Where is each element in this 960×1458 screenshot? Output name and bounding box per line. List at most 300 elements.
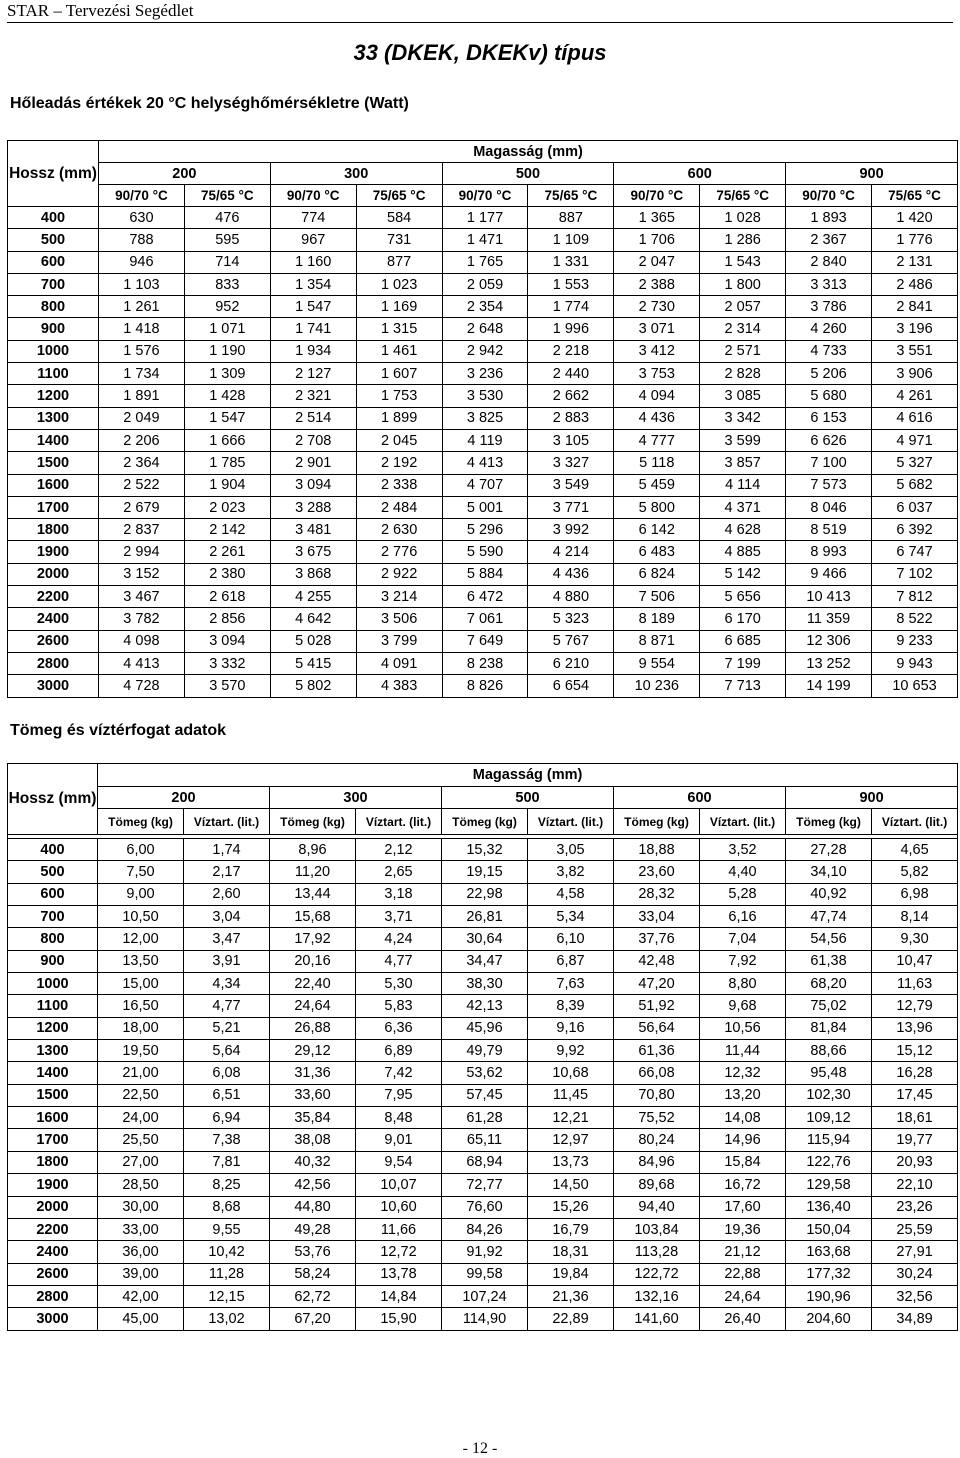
value-cell: 30,00 <box>98 1196 184 1218</box>
value-cell: 6,87 <box>528 950 614 972</box>
value-cell: 10,47 <box>872 950 958 972</box>
value-cell: 5,28 <box>700 883 786 905</box>
value-cell: 3 481 <box>270 519 356 541</box>
value-cell: 584 <box>356 207 442 229</box>
row-length-cell: 2000 <box>8 563 99 585</box>
table-row <box>8 563 958 585</box>
value-cell: 68,94 <box>442 1151 528 1173</box>
value-cell: 2 994 <box>99 541 185 563</box>
value-cell: 6 824 <box>614 563 700 585</box>
value-cell: 3 105 <box>528 429 614 451</box>
sub-header-500-b: Víztart. (lit.) <box>528 809 614 835</box>
value-cell: 4 371 <box>700 496 786 518</box>
row-length-cell: 700 <box>8 906 98 928</box>
row-length-cell: 600 <box>8 883 98 905</box>
value-cell: 7 713 <box>700 675 786 697</box>
value-cell: 65,11 <box>442 1129 528 1151</box>
value-cell: 26,88 <box>270 1017 356 1039</box>
value-cell: 22,88 <box>700 1263 786 1285</box>
value-cell: 15,00 <box>98 973 184 995</box>
value-cell: 21,00 <box>98 1062 184 1084</box>
value-cell: 2 440 <box>528 363 614 385</box>
value-cell: 11,63 <box>872 973 958 995</box>
value-cell: 4 707 <box>442 474 528 496</box>
page-title: 33 (DKEK, DKEKv) típus <box>353 40 607 65</box>
value-cell: 33,60 <box>270 1084 356 1106</box>
value-cell: 14,50 <box>528 1174 614 1196</box>
row-length-cell: 2200 <box>8 586 99 608</box>
value-cell: 1 071 <box>184 318 270 340</box>
value-cell: 4 413 <box>99 652 185 674</box>
value-cell: 4 214 <box>528 541 614 563</box>
value-cell: 3 214 <box>356 586 442 608</box>
value-cell: 45,96 <box>442 1017 528 1039</box>
value-cell: 72,77 <box>442 1174 528 1196</box>
value-cell: 25,50 <box>98 1129 184 1151</box>
value-cell: 1 785 <box>184 452 270 474</box>
value-cell: 9 466 <box>786 563 872 585</box>
value-cell: 38,08 <box>270 1129 356 1151</box>
value-cell: 476 <box>184 207 270 229</box>
value-cell: 1 706 <box>614 229 700 251</box>
value-cell: 3 549 <box>528 474 614 496</box>
value-cell: 5 296 <box>442 519 528 541</box>
value-cell: 19,50 <box>98 1040 184 1062</box>
table-row <box>8 995 958 1017</box>
value-cell: 15,90 <box>356 1308 442 1330</box>
value-cell: 3 868 <box>270 563 356 585</box>
value-cell: 2 776 <box>356 541 442 563</box>
value-cell: 887 <box>528 207 614 229</box>
value-cell: 774 <box>270 207 356 229</box>
value-cell: 4 413 <box>442 452 528 474</box>
heat-output-table <box>7 140 958 698</box>
value-cell: 16,28 <box>872 1062 958 1084</box>
value-cell: 12,15 <box>184 1285 270 1307</box>
value-cell: 1 471 <box>442 229 528 251</box>
row-length-cell: 1000 <box>8 973 98 995</box>
value-cell: 9,55 <box>184 1218 270 1240</box>
value-cell: 22,98 <box>442 883 528 905</box>
value-cell: 16,72 <box>700 1174 786 1196</box>
value-cell: 5,34 <box>528 906 614 928</box>
table-row <box>8 1084 958 1106</box>
value-cell: 9,16 <box>528 1017 614 1039</box>
value-cell: 4,77 <box>356 950 442 972</box>
value-cell: 33,04 <box>614 906 700 928</box>
value-cell: 4 880 <box>528 586 614 608</box>
row-length-cell: 2600 <box>8 1263 98 1285</box>
value-cell: 3 857 <box>700 452 786 474</box>
value-cell: 4 091 <box>356 652 442 674</box>
sub-header-900-a: Tömeg (kg) <box>786 809 872 835</box>
value-cell: 1 741 <box>270 318 356 340</box>
value-cell: 42,48 <box>614 950 700 972</box>
value-cell: 3 412 <box>614 340 700 362</box>
value-cell: 6 626 <box>786 429 872 451</box>
value-cell: 29,12 <box>270 1040 356 1062</box>
value-cell: 84,26 <box>442 1218 528 1240</box>
value-cell: 1 893 <box>786 207 872 229</box>
value-cell: 7,81 <box>184 1151 270 1173</box>
value-cell: 1 420 <box>872 207 958 229</box>
value-cell: 91,92 <box>442 1241 528 1263</box>
value-cell: 1 354 <box>270 273 356 295</box>
value-cell: 13,50 <box>98 950 184 972</box>
value-cell: 89,68 <box>614 1174 700 1196</box>
row-length-cell: 1000 <box>8 340 99 362</box>
value-cell: 3 530 <box>442 385 528 407</box>
value-cell: 7 061 <box>442 608 528 630</box>
row-length-cell: 600 <box>8 251 99 273</box>
value-cell: 3 094 <box>184 630 270 652</box>
value-cell: 1 996 <box>528 318 614 340</box>
value-cell: 12,79 <box>872 995 958 1017</box>
table-row <box>8 906 958 928</box>
table-row <box>8 541 958 563</box>
value-cell: 1 461 <box>356 340 442 362</box>
value-cell: 8 046 <box>786 496 872 518</box>
row-length-cell: 1700 <box>8 1129 98 1151</box>
value-cell: 2 131 <box>872 251 958 273</box>
table-row <box>8 496 958 518</box>
value-cell: 2 708 <box>270 429 356 451</box>
value-cell: 1 800 <box>700 273 786 295</box>
value-cell: 877 <box>356 251 442 273</box>
value-cell: 967 <box>270 229 356 251</box>
value-cell: 5,21 <box>184 1017 270 1039</box>
value-cell: 10,68 <box>528 1062 614 1084</box>
row-length-cell: 1900 <box>8 1174 98 1196</box>
sub-header-600-a: Tömeg (kg) <box>614 809 700 835</box>
value-cell: 2 571 <box>700 340 786 362</box>
value-cell: 5,64 <box>184 1040 270 1062</box>
value-cell: 5 206 <box>786 363 872 385</box>
value-cell: 2 730 <box>614 296 700 318</box>
table-row <box>8 207 958 229</box>
value-cell: 61,38 <box>786 950 872 972</box>
value-cell: 23,26 <box>872 1196 958 1218</box>
row-length-cell: 1700 <box>8 496 99 518</box>
value-cell: 37,76 <box>614 928 700 950</box>
table-row <box>8 474 958 496</box>
value-cell: 1 190 <box>184 340 270 362</box>
row-length-cell: 1900 <box>8 541 99 563</box>
value-cell: 23,60 <box>614 861 700 883</box>
value-cell: 8,80 <box>700 973 786 995</box>
value-cell: 2 218 <box>528 340 614 362</box>
value-cell: 6 472 <box>442 586 528 608</box>
value-cell: 129,58 <box>786 1174 872 1196</box>
value-cell: 8,25 <box>184 1174 270 1196</box>
value-cell: 4,77 <box>184 995 270 1017</box>
value-cell: 81,84 <box>786 1017 872 1039</box>
sub-header-500-a: Tömeg (kg) <box>442 809 528 835</box>
value-cell: 6 392 <box>872 519 958 541</box>
row-length-cell: 500 <box>8 229 99 251</box>
height-header-200: 200 <box>98 787 270 809</box>
value-cell: 13 252 <box>786 652 872 674</box>
value-cell: 5 028 <box>270 630 356 652</box>
table-row <box>8 1263 958 1285</box>
value-cell: 1 934 <box>270 340 356 362</box>
heat-table-body <box>8 207 958 698</box>
value-cell: 2 522 <box>99 474 185 496</box>
value-cell: 22,40 <box>270 973 356 995</box>
value-cell: 9,30 <box>872 928 958 950</box>
value-cell: 2 206 <box>99 429 185 451</box>
value-cell: 8 993 <box>786 541 872 563</box>
value-cell: 47,20 <box>614 973 700 995</box>
value-cell: 1 365 <box>614 207 700 229</box>
value-cell: 70,80 <box>614 1084 700 1106</box>
table-row <box>8 1151 958 1173</box>
value-cell: 2 841 <box>872 296 958 318</box>
value-cell: 13,73 <box>528 1151 614 1173</box>
value-cell: 8,96 <box>270 839 356 861</box>
value-cell: 12,72 <box>356 1241 442 1263</box>
value-cell: 3 342 <box>700 407 786 429</box>
value-cell: 2 354 <box>442 296 528 318</box>
value-cell: 8 238 <box>442 652 528 674</box>
value-cell: 13,02 <box>184 1308 270 1330</box>
value-cell: 6 483 <box>614 541 700 563</box>
value-cell: 1 418 <box>99 318 185 340</box>
value-cell: 4 260 <box>786 318 872 340</box>
value-cell: 2 883 <box>528 407 614 429</box>
table-row <box>8 652 958 674</box>
value-cell: 4,40 <box>700 861 786 883</box>
table-row <box>8 1062 958 1084</box>
value-cell: 2 059 <box>442 273 528 295</box>
value-cell: 2,65 <box>356 861 442 883</box>
value-cell: 47,74 <box>786 906 872 928</box>
value-cell: 7 649 <box>442 630 528 652</box>
value-cell: 2 837 <box>99 519 185 541</box>
sub-header-500-a: 90/70 °C <box>442 185 528 207</box>
value-cell: 3 327 <box>528 452 614 474</box>
value-cell: 10 413 <box>786 586 872 608</box>
table-row <box>8 950 958 972</box>
value-cell: 6,94 <box>184 1107 270 1129</box>
value-cell: 75,52 <box>614 1107 700 1129</box>
value-cell: 731 <box>356 229 442 251</box>
value-cell: 3,47 <box>184 928 270 950</box>
sub-header-300-b: Víztart. (lit.) <box>356 809 442 835</box>
value-cell: 8,14 <box>872 906 958 928</box>
value-cell: 115,94 <box>786 1129 872 1151</box>
table-row <box>8 318 958 340</box>
value-cell: 68,20 <box>786 973 872 995</box>
value-cell: 6,10 <box>528 928 614 950</box>
value-cell: 5,30 <box>356 973 442 995</box>
value-cell: 3 196 <box>872 318 958 340</box>
value-cell: 4,34 <box>184 973 270 995</box>
row-length-cell: 2000 <box>8 1196 98 1218</box>
value-cell: 2,60 <box>184 883 270 905</box>
value-cell: 3 786 <box>786 296 872 318</box>
row-length-cell: 900 <box>8 318 99 340</box>
value-cell: 16,79 <box>528 1218 614 1240</box>
value-cell: 3,71 <box>356 906 442 928</box>
sub-header-200-b: 75/65 °C <box>184 185 270 207</box>
value-cell: 163,68 <box>786 1241 872 1263</box>
value-cell: 27,91 <box>872 1241 958 1263</box>
value-cell: 17,45 <box>872 1084 958 1106</box>
value-cell: 3 771 <box>528 496 614 518</box>
value-cell: 15,26 <box>528 1196 614 1218</box>
value-cell: 17,60 <box>700 1196 786 1218</box>
value-cell: 1 547 <box>184 407 270 429</box>
value-cell: 1 160 <box>270 251 356 273</box>
value-cell: 5 800 <box>614 496 700 518</box>
height-header-300: 300 <box>270 787 442 809</box>
value-cell: 5,82 <box>872 861 958 883</box>
value-cell: 10,60 <box>356 1196 442 1218</box>
value-cell: 4 733 <box>786 340 872 362</box>
value-cell: 14 199 <box>786 675 872 697</box>
value-cell: 2 057 <box>700 296 786 318</box>
table-row <box>8 385 958 407</box>
value-cell: 57,45 <box>442 1084 528 1106</box>
value-cell: 6 142 <box>614 519 700 541</box>
value-cell: 12,97 <box>528 1129 614 1151</box>
value-cell: 22,50 <box>98 1084 184 1106</box>
value-cell: 39,00 <box>98 1263 184 1285</box>
value-cell: 11,28 <box>184 1263 270 1285</box>
value-cell: 66,08 <box>614 1062 700 1084</box>
value-cell: 2 388 <box>614 273 700 295</box>
value-cell: 40,32 <box>270 1151 356 1173</box>
value-cell: 80,24 <box>614 1129 700 1151</box>
value-cell: 94,40 <box>614 1196 700 1218</box>
value-cell: 1 547 <box>270 296 356 318</box>
value-cell: 49,79 <box>442 1040 528 1062</box>
table-row <box>8 296 958 318</box>
value-cell: 4 777 <box>614 429 700 451</box>
value-cell: 1 765 <box>442 251 528 273</box>
value-cell: 10,50 <box>98 906 184 928</box>
table-row <box>8 675 958 697</box>
value-cell: 3 753 <box>614 363 700 385</box>
value-cell: 103,84 <box>614 1218 700 1240</box>
row-length-cell: 700 <box>8 273 99 295</box>
row-length-cell: 2400 <box>8 608 99 630</box>
row-length-cell: 800 <box>8 928 98 950</box>
value-cell: 58,24 <box>270 1263 356 1285</box>
sub-header-300-a: Tömeg (kg) <box>270 809 356 835</box>
value-cell: 3 992 <box>528 519 614 541</box>
sub-header-900-b: Víztart. (lit.) <box>872 809 958 835</box>
table-row <box>8 1017 958 1039</box>
value-cell: 6,08 <box>184 1062 270 1084</box>
value-cell: 95,48 <box>786 1062 872 1084</box>
magassag-header: Magasság (mm) <box>98 764 958 787</box>
value-cell: 6,16 <box>700 906 786 928</box>
value-cell: 56,64 <box>614 1017 700 1039</box>
value-cell: 24,00 <box>98 1107 184 1129</box>
value-cell: 20,93 <box>872 1151 958 1173</box>
table-row <box>8 608 958 630</box>
header-text: STAR – Tervezési Segédlet <box>7 1 194 20</box>
table-row <box>8 407 958 429</box>
height-header-600: 600 <box>614 163 786 185</box>
table-row <box>8 251 958 273</box>
value-cell: 4 094 <box>614 385 700 407</box>
value-cell: 22,10 <box>872 1174 958 1196</box>
value-cell: 49,28 <box>270 1218 356 1240</box>
page-number: - 12 - <box>462 1440 498 1457</box>
height-header-900: 900 <box>786 787 958 809</box>
value-cell: 61,28 <box>442 1107 528 1129</box>
value-cell: 3 071 <box>614 318 700 340</box>
value-cell: 12 306 <box>786 630 872 652</box>
value-cell: 8,48 <box>356 1107 442 1129</box>
value-cell: 24,64 <box>270 995 356 1017</box>
value-cell: 190,96 <box>786 1285 872 1307</box>
temperature-header-row <box>8 185 958 207</box>
value-cell: 109,12 <box>786 1107 872 1129</box>
value-cell: 27,00 <box>98 1151 184 1173</box>
value-cell: 34,10 <box>786 861 872 883</box>
value-cell: 204,60 <box>786 1308 872 1330</box>
value-cell: 4 642 <box>270 608 356 630</box>
value-cell: 2 840 <box>786 251 872 273</box>
value-cell: 5 001 <box>442 496 528 518</box>
sub-header-300-a: 90/70 °C <box>270 185 356 207</box>
value-cell: 5 884 <box>442 563 528 585</box>
value-cell: 3 570 <box>184 675 270 697</box>
value-cell: 14,08 <box>700 1107 786 1129</box>
value-cell: 3 675 <box>270 541 356 563</box>
value-cell: 3,91 <box>184 950 270 972</box>
value-cell: 1 553 <box>528 273 614 295</box>
value-cell: 9,00 <box>98 883 184 905</box>
value-cell: 5 118 <box>614 452 700 474</box>
value-cell: 75,02 <box>786 995 872 1017</box>
value-cell: 10,42 <box>184 1241 270 1263</box>
value-cell: 11,20 <box>270 861 356 883</box>
table-row <box>8 883 958 905</box>
value-cell: 11,45 <box>528 1084 614 1106</box>
value-cell: 27,28 <box>786 839 872 861</box>
value-cell: 3,82 <box>528 861 614 883</box>
value-cell: 2 662 <box>528 385 614 407</box>
value-cell: 2 679 <box>99 496 185 518</box>
value-cell: 6,89 <box>356 1040 442 1062</box>
table-row <box>8 586 958 608</box>
value-cell: 4 436 <box>528 563 614 585</box>
row-length-cell: 2600 <box>8 630 99 652</box>
table-row <box>8 1129 958 1151</box>
value-cell: 2 486 <box>872 273 958 295</box>
value-cell: 2 901 <box>270 452 356 474</box>
row-length-cell: 1100 <box>8 363 99 385</box>
value-cell: 6,00 <box>98 839 184 861</box>
value-cell: 8 189 <box>614 608 700 630</box>
value-cell: 16,50 <box>98 995 184 1017</box>
value-cell: 5 459 <box>614 474 700 496</box>
value-cell: 1 899 <box>356 407 442 429</box>
magassag-header: Magasság (mm) <box>99 141 958 163</box>
sub-header-200-a: Tömeg (kg) <box>98 809 184 835</box>
value-cell: 1 023 <box>356 273 442 295</box>
value-cell: 15,84 <box>700 1151 786 1173</box>
height-header-500: 500 <box>442 163 614 185</box>
value-cell: 3 506 <box>356 608 442 630</box>
value-cell: 2 618 <box>184 586 270 608</box>
value-cell: 19,36 <box>700 1218 786 1240</box>
